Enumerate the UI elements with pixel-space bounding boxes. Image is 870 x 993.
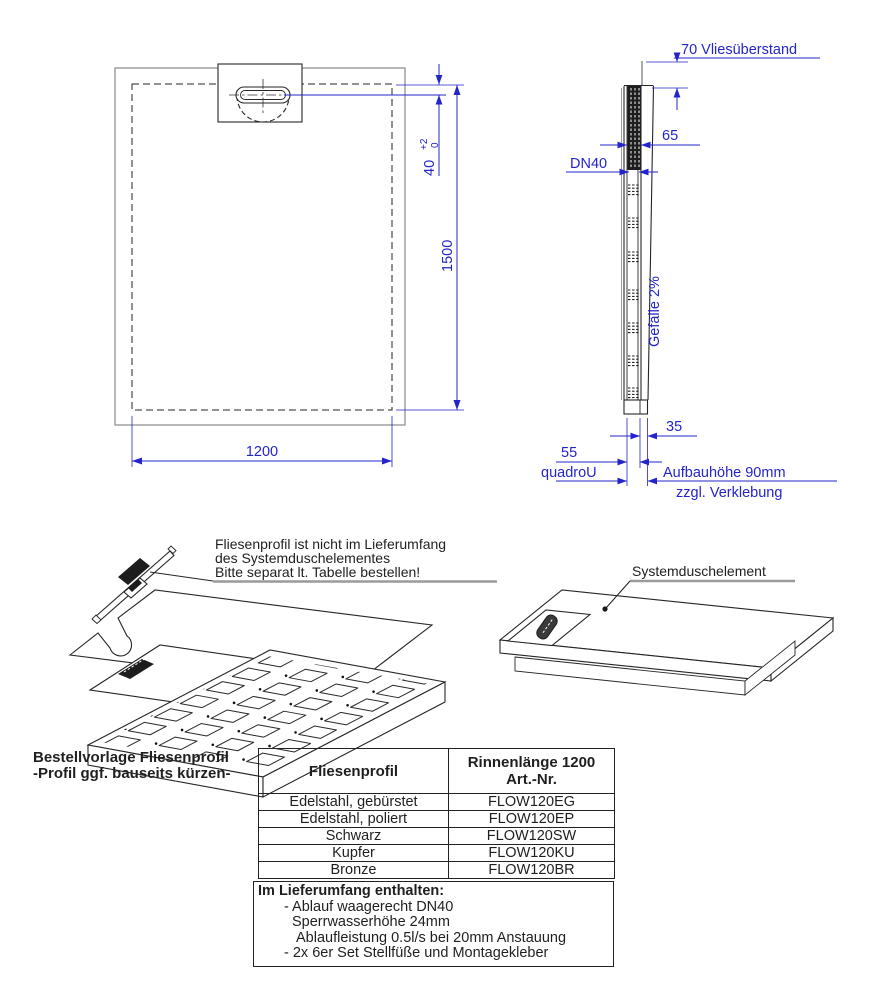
drain-pipe-label: DN40 — [570, 156, 608, 172]
finish-cell: Edelstahl, gebürstet — [259, 794, 449, 811]
length-dim-label: 1500 — [440, 239, 456, 272]
artnr-cell: FLOW120KU — [449, 845, 615, 862]
scope-item: - Ablauf waagerecht DN40 — [284, 898, 454, 915]
edge-width-label: 65 — [662, 128, 679, 144]
artnr-cell: FLOW120BR — [449, 862, 615, 879]
board-width-label: 55 — [561, 445, 578, 461]
scope-item: Ablaufleistung 0.5l/s bei 20mm Anstauung — [296, 929, 567, 946]
scope-title: Im Lieferumfang enthalten: — [258, 883, 445, 899]
table-row — [259, 811, 615, 828]
artnr-cell: FLOW120EG — [449, 794, 615, 811]
plan-view — [115, 64, 464, 467]
table-row — [259, 862, 615, 879]
profile-order-table — [258, 748, 615, 879]
slope-label: Gefälle 2% — [647, 276, 663, 347]
exploded-view-right — [500, 563, 833, 695]
svg-text:0: 0 — [430, 142, 441, 148]
profile-note-line2: des Systemduschelementes — [215, 550, 391, 566]
order-template-label — [33, 750, 231, 782]
artnr-cell: FLOW120EP — [449, 811, 615, 828]
table-header-row — [259, 749, 615, 794]
section-foot — [624, 400, 648, 414]
svg-text:40: 40 — [422, 159, 438, 176]
width-dim-label: 1200 — [245, 444, 279, 460]
table-row — [259, 794, 615, 811]
slope-line — [648, 86, 654, 400]
build-height-note: zzgl. Verklebung — [676, 485, 783, 501]
order-template-title: Bestellvorlage Fliesenprofil — [33, 749, 229, 766]
finish-cell: Kupfer — [259, 845, 449, 862]
col-header-profile: Fliesenprofil — [259, 749, 449, 794]
element-outline-dashed — [132, 84, 392, 410]
profile-note-line3: Bitte separat lt. Tabelle bestellen! — [215, 564, 421, 580]
finish-cell: Edelstahl, poliert — [259, 811, 449, 828]
order-template-subtitle: -Profil ggf. bauseits kürzen- — [33, 765, 231, 782]
bottom-width-label: 35 — [666, 419, 683, 435]
table-row — [259, 845, 615, 862]
col-header-artnr: Rinnenlänge 1200 Art.-Nr. — [449, 749, 615, 794]
svg-text:+2: +2 — [419, 138, 430, 150]
artnr-cell: FLOW120SW — [449, 828, 615, 845]
build-height-label: Aufbauhöhe 90mm — [663, 465, 786, 481]
drain-offset-dim-label — [419, 138, 441, 176]
fleece-overhang-label: 70 Vliesüberstand — [681, 42, 798, 58]
table-row — [259, 828, 615, 845]
section-view — [541, 42, 837, 501]
profile-note-leader — [150, 572, 213, 581]
scope-item: - 2x 6er Set Stellfüße und Montagekleber — [284, 945, 549, 961]
finish-cell: Schwarz — [259, 828, 449, 845]
element-label: Systemduschelement — [632, 563, 766, 579]
scope-item: Sperrwasserhöhe 24mm — [292, 914, 450, 930]
element-leader-dot — [602, 606, 607, 611]
profile-note-line1: Fliesenprofil ist nicht im Lieferumfang — [215, 536, 447, 552]
board-hatching — [628, 185, 639, 398]
scope-of-delivery-box — [253, 881, 614, 967]
board-name-label: quadroU — [541, 465, 597, 481]
finish-cell: Bronze — [259, 862, 449, 879]
